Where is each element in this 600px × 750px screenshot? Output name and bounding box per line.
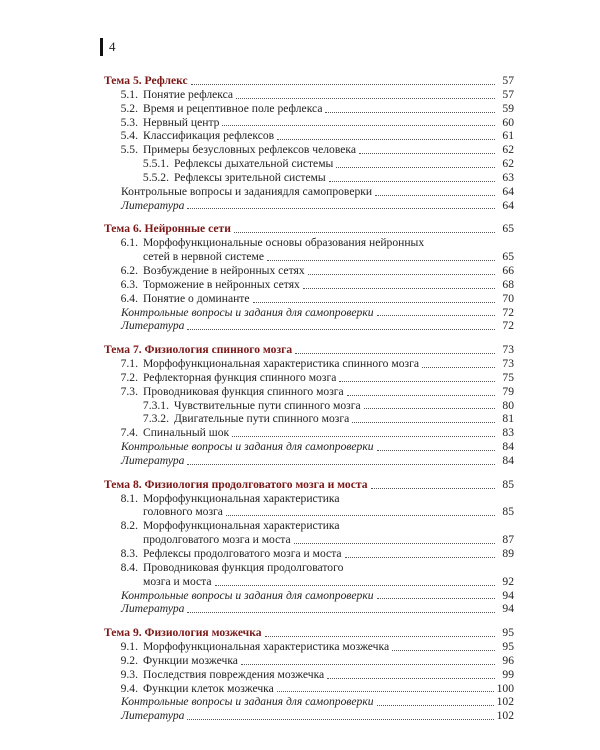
toc-entry-row[interactable] [104,505,514,519]
toc-entry-number: 5.4. [120,129,138,143]
leader-dots [226,515,495,516]
toc-entry-row[interactable] [104,399,514,413]
toc-entry-number: 8.4. [120,560,138,574]
toc-theme-row[interactable] [104,74,514,88]
toc-page-number: 99 [502,667,514,681]
toc-page-number: 60 [502,115,514,129]
toc-entry-text: Примеры безусловных рефлексов человека [143,143,357,157]
leader-dots [377,705,494,706]
leader-dots [359,153,495,154]
toc-page-number: 85 [502,477,514,491]
toc-entry-label [104,199,184,213]
leader-dots [327,678,495,679]
toc-entry-text: Контрольные вопросы и задания для самопроверки [121,695,374,709]
toc-entry-row[interactable] [104,561,514,575]
toc-page-number: 100 [496,681,514,695]
toc-page-number: 62 [502,157,514,171]
leader-dots [377,315,495,316]
leader-dots [187,719,493,720]
toc-entry-number: 6.1. [120,236,138,250]
leader-dots [303,288,495,289]
toc-page-number: 72 [502,305,514,319]
leader-dots [277,691,494,692]
page-header [100,38,116,56]
toc-entry-number: 7.1. [120,357,138,371]
toc-entry-row[interactable] [104,682,514,696]
toc-page-number: 92 [502,574,514,588]
toc-entry-number: 7.2. [120,370,138,384]
toc-entry-label [104,385,344,399]
leader-dots [336,167,495,168]
toc-entry-text: Литература [121,319,185,333]
toc-page-number: 81 [502,412,514,426]
leader-dots [236,98,495,99]
toc-entry-label [104,709,184,723]
toc-entry-text: Функции мозжечка [143,653,238,667]
toc-entry-text: головного мозга [143,505,223,519]
toc-page-number: 70 [502,291,514,305]
toc-entry-text: Литература [121,602,185,616]
leader-dots [215,585,495,586]
leader-dots [187,329,495,330]
leader-dots [422,367,495,368]
toc-entry-label [104,561,343,575]
toc-entry-text: Контрольные вопросы и задания для самопроверки [121,588,374,602]
toc-entry-text: Последствия повреждения мозжечка [143,667,325,681]
toc-theme-title: Тема 6. Нейронные сети [104,222,231,236]
toc-entry-text: Морфофункциональные основы образования нейронных [143,236,425,250]
toc-entry-text: продолговатого мозга и моста [143,533,291,547]
toc-entry-row[interactable] [104,602,514,616]
toc-entry-row[interactable] [104,250,514,264]
toc-theme-title: Тема 7. Физиология спинного мозга [104,343,293,357]
toc-entry-number: 8.1. [120,491,138,505]
toc-entry-number: 5.5. [120,143,138,157]
toc-entry-text: мозга и моста [143,574,212,588]
toc-page-number: 102 [496,709,514,723]
section-gap [104,333,514,343]
toc-entry-row[interactable] [104,547,514,561]
header-bar [100,38,103,56]
toc-entry-row[interactable] [104,492,514,506]
leader-dots [371,488,496,489]
toc-entry-text: Спинальный шок [143,426,230,440]
toc-theme-row[interactable] [104,343,514,357]
toc-page-number: 61 [502,129,514,143]
toc-entry-text: Двигательные пути спинного мозга [174,412,350,426]
toc-entry-row[interactable] [104,709,514,723]
toc-page-number: 68 [502,277,514,291]
toc-entry-number: 7.3.2. [142,412,169,426]
toc-entry-text: Литература [121,709,185,723]
toc-entry-number: 6.2. [120,263,138,277]
toc-entry-text: Морфофункциональная характеристика мозжечка [143,640,390,654]
toc-entry-row[interactable] [104,306,514,320]
leader-dots [294,543,495,544]
toc-page-number: 79 [502,384,514,398]
toc-page-number: 102 [496,695,514,709]
toc-page-number: 63 [502,170,514,184]
toc-entry-label [104,185,372,199]
toc-entry-text: Морфофункциональная характеристика спинного мозга [143,357,419,371]
toc-page-number: 59 [502,101,514,115]
toc-page-number: 80 [502,398,514,412]
toc-theme-title: Тема 9. Физиология мозжечка [104,626,262,640]
toc-entry-label [104,88,233,102]
toc-entry-label [104,116,219,130]
toc-page-number: 64 [502,184,514,198]
toc-page-number: 85 [502,505,514,519]
toc-entry-number: 7.3.1. [142,398,169,412]
toc-entry-row[interactable] [104,157,514,171]
toc-entry-row[interactable] [104,143,514,157]
toc-entry-text: Литература [121,198,185,212]
toc-entry-text: Классификация рефлексов [143,129,275,143]
section-gap [104,468,514,478]
toc-entry-row[interactable] [104,116,514,130]
toc-page-number: 73 [502,343,514,357]
toc-entry-label [104,440,374,454]
toc-entry-label [104,292,250,306]
toc-page-number: 95 [502,640,514,654]
toc-entry-row[interactable] [104,575,514,589]
toc-entry-number: 5.3. [120,115,138,129]
toc-entry-label [104,171,326,185]
toc-theme-row[interactable] [104,626,514,640]
leader-dots [364,408,495,409]
toc-entry-row[interactable] [104,519,514,533]
toc-entry-row[interactable] [104,695,514,709]
toc-theme-row[interactable] [104,222,514,236]
toc-entry-text: Рефлексы продолговатого мозга и моста [143,547,342,560]
toc-entry-row[interactable] [104,199,514,213]
toc-entry-label [104,654,238,668]
toc-entry-label [104,102,322,116]
toc-entry-row[interactable] [104,357,514,371]
toc-entry-number: 9.1. [120,640,138,654]
toc-page-number: 66 [502,263,514,277]
toc-page-number: 89 [502,547,514,560]
toc-entry-label [104,640,389,654]
toc-page-number: 94 [502,602,514,616]
toc-entry-number: 5.5.1. [142,157,169,171]
toc-entry-label [104,668,324,682]
toc-entry-number: 9.4. [120,681,138,695]
toc-entry-text: Контрольные вопросы и задания для самопроверки [121,440,374,454]
toc-page-number: 75 [502,370,514,384]
toc-entry-label [104,519,340,533]
toc-entry-text: Контрольные вопросы и задания для самопроверки [121,305,374,319]
toc-page-number: 64 [502,198,514,212]
toc-entry-label [104,371,336,385]
leader-dots [345,557,495,558]
leader-dots [265,636,495,637]
toc-entry-row[interactable] [104,654,514,668]
toc-entry-text: Понятие рефлекса [143,87,234,101]
toc-entry-text: Нервный центр [143,115,220,129]
toc-page-number: 72 [502,319,514,333]
toc-entry-number: 8.3. [120,547,138,560]
leader-dots [191,84,495,85]
toc-entry-label [104,575,212,589]
toc-entry-row[interactable] [104,292,514,306]
toc-entry-number: 6.4. [120,291,138,305]
table-of-contents [104,74,514,723]
toc-theme-title: Тема 5. Рефлекс [104,74,188,87]
toc-entry-text: Возбуждение в нейронных сетях [143,263,305,277]
toc-page-number: 84 [502,440,514,454]
toc-entry-row[interactable] [104,264,514,278]
toc-entry-number: 5.5.2. [142,170,169,184]
leader-dots [187,208,495,209]
toc-entry-number: 6.3. [120,277,138,291]
section-gap [104,212,514,222]
toc-entry-label [104,454,184,468]
leader-dots [277,139,495,140]
toc-page-number: 95 [502,626,514,640]
leader-dots [308,274,495,275]
toc-entry-label [104,250,264,264]
toc-entry-number: 9.3. [120,667,138,681]
toc-theme-title: Тема 8. Физиология продолговатого мозга и моста [104,477,368,491]
toc-entry-text: Литература [121,453,185,467]
toc-entry-text: Рефлекторная функция спинного мозга [143,370,337,384]
leader-dots [339,381,495,382]
section-gap [104,616,514,626]
toc-entry-label [104,129,274,143]
toc-page-number: 65 [502,222,514,236]
leader-dots [187,464,495,465]
leader-dots [377,450,495,451]
leader-dots [267,260,495,261]
toc-entry-text: Время и рецептивное поле рефлекса [143,101,323,115]
toc-entry-text: Проводниковая функция спинного мозга [143,384,344,398]
toc-entry-label [104,278,300,292]
leader-dots [253,302,495,303]
leader-dots [187,612,495,613]
toc-entry-label [104,319,184,333]
toc-entry-label [104,399,361,413]
toc-entry-row[interactable] [104,385,514,399]
toc-entry-row[interactable] [104,236,514,250]
toc-entry-text: Функции клеток мозжечка [143,681,274,695]
toc-entry-text: Морфофункциональная характеристика [143,519,340,533]
toc-entry-number: 9.2. [120,653,138,667]
leader-dots [325,112,495,113]
toc-entry-label [104,695,374,709]
toc-entry-text: Рефлексы зрительной системы [174,170,326,184]
toc-entry-label [104,157,333,171]
leader-dots [222,125,495,126]
leader-dots [232,436,495,437]
toc-entry-label [104,426,229,440]
toc-entry-row[interactable] [104,533,514,547]
toc-entry-number: 7.4. [120,426,138,440]
leader-dots [234,232,495,233]
toc-entry-row[interactable] [104,102,514,116]
toc-entry-text: Морфофункциональная характеристика [143,491,340,505]
leader-dots [329,181,495,182]
toc-page-number: 73 [502,357,514,371]
toc-entry-row[interactable] [104,589,514,603]
toc-entry-row[interactable] [104,412,514,426]
leader-dots [347,395,495,396]
toc-entry-number: 5.2. [120,101,138,115]
toc-entry-label [104,143,356,157]
leader-dots [375,195,495,196]
toc-entry-text: Контрольные вопросы и заданиядля самопроверки [121,184,373,198]
toc-entry-row[interactable] [104,185,514,199]
toc-page-number: 84 [502,453,514,467]
toc-entry-number: 5.1. [120,87,138,101]
toc-entry-label [104,589,374,603]
toc-entry-label [104,602,184,616]
toc-entry-row[interactable] [104,640,514,654]
toc-page-number: 62 [502,143,514,157]
toc-entry-number: 8.2. [120,519,138,533]
leader-dots [392,650,495,651]
toc-page-number: 65 [502,250,514,264]
toc-entry-row[interactable] [104,454,514,468]
toc-entry-text: Понятие о доминанте [143,291,250,305]
toc-entry-text: Рефлексы дыхательной системы [174,157,334,171]
toc-entry-text: Проводниковая функция продолговатого [143,560,344,574]
toc-page-number: 57 [502,74,514,87]
leader-dots [241,664,495,665]
toc-entry-text: Чувствительные пути спинного мозга [174,398,361,412]
toc-entry-number: 7.3. [120,384,138,398]
toc-entry-row[interactable] [104,88,514,102]
toc-entry-label [104,547,342,561]
toc-entry-row[interactable] [104,440,514,454]
page-number: 4 [109,39,116,54]
toc-entry-row[interactable] [104,668,514,682]
toc-page-number: 57 [502,87,514,101]
toc-entry-label [104,264,305,278]
toc-entry-row[interactable] [104,171,514,185]
toc-page-number: 96 [502,653,514,667]
toc-page-number: 94 [502,588,514,602]
toc-entry-label [104,357,419,371]
toc-entry-label [104,306,374,320]
leader-dots [352,422,495,423]
toc-entry-label [104,236,424,250]
toc-entry-label [104,533,291,547]
toc-entry-label [104,505,223,519]
toc-page-number: 87 [502,533,514,547]
toc-entry-text: сетей в нервной системе [143,250,265,264]
toc-entry-label [104,412,349,426]
toc-entry-row[interactable] [104,129,514,143]
toc-entry-text: Торможение в нейронных сетях [143,277,300,291]
toc-entry-row[interactable] [104,371,514,385]
toc-entry-label [104,682,274,696]
toc-entry-label [104,492,340,506]
toc-page-number: 83 [502,426,514,440]
toc-entry-row[interactable] [104,278,514,292]
leader-dots [295,353,495,354]
toc-entry-row[interactable] [104,426,514,440]
toc-entry-row[interactable] [104,319,514,333]
leader-dots [377,598,495,599]
toc-theme-row[interactable] [104,478,514,492]
